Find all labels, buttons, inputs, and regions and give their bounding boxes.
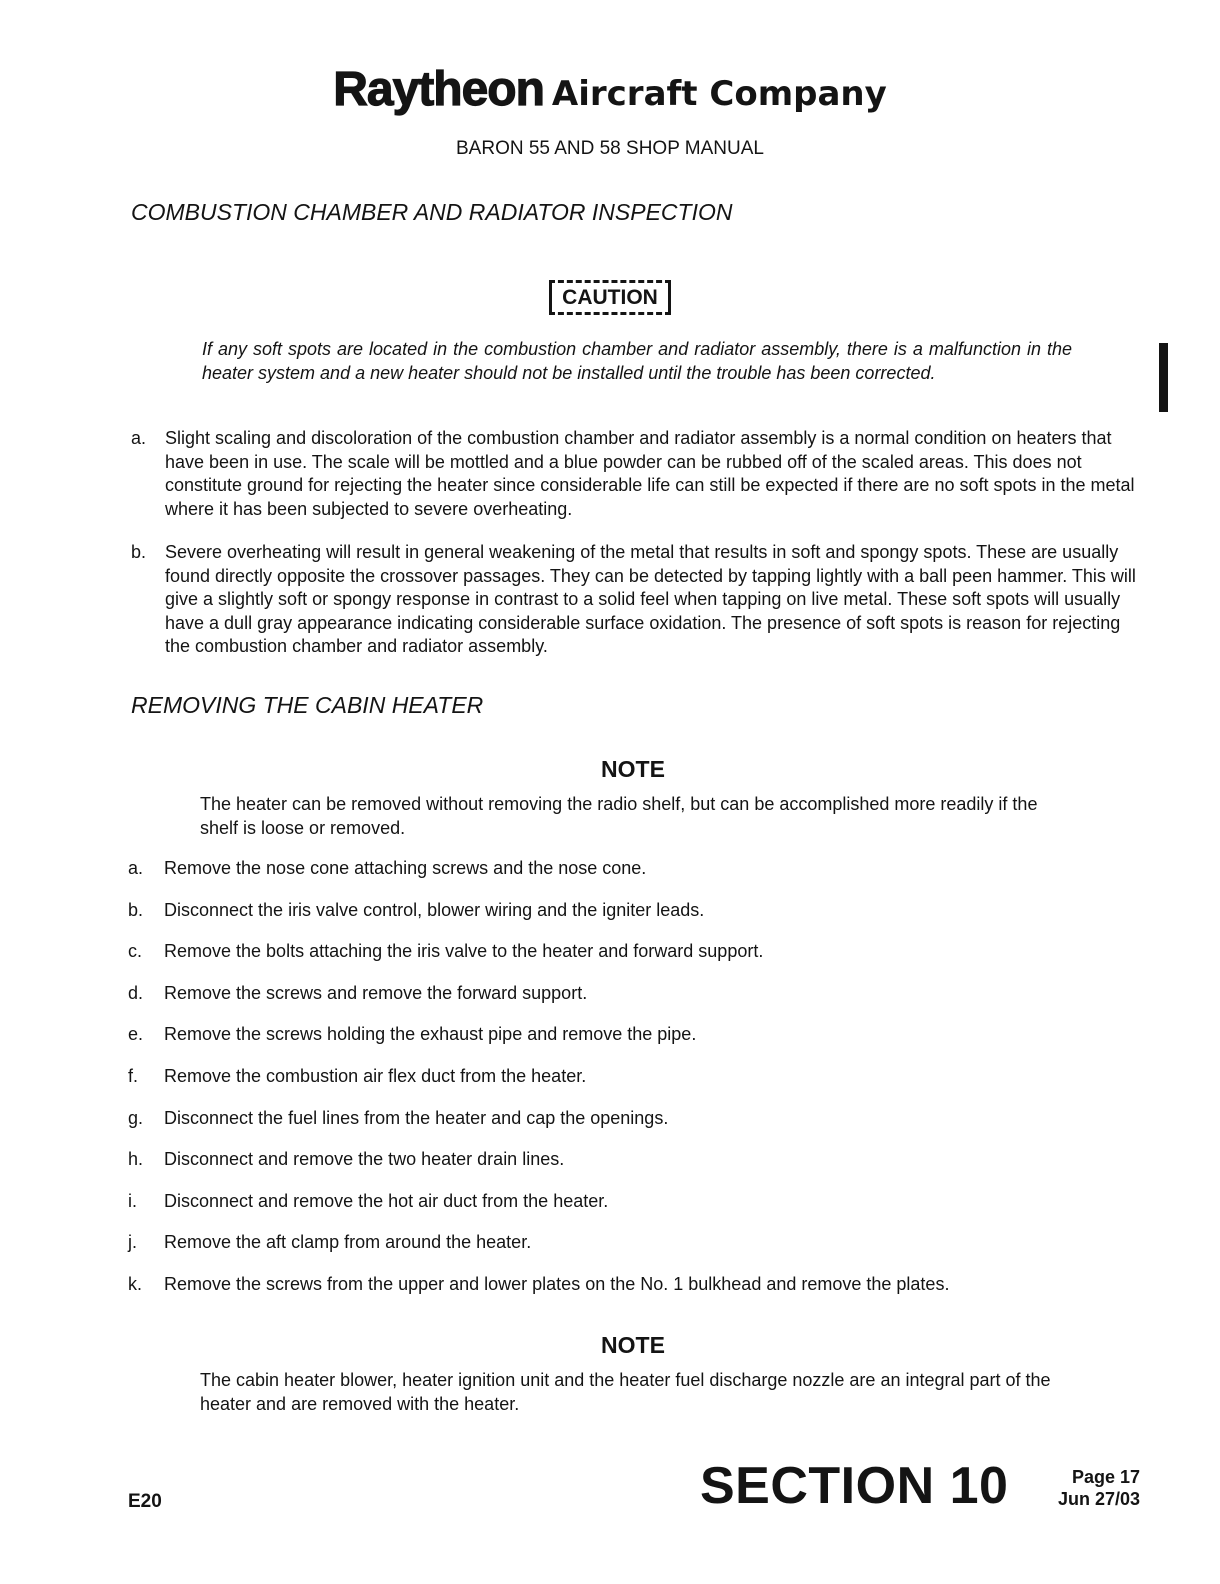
list-item (128, 1064, 1128, 1106)
step-label: h. (128, 1149, 144, 1170)
step-text: Remove the aft clamp from around the heater. (164, 1232, 532, 1253)
note-title-2: NOTE (601, 1332, 665, 1358)
inspection-item-b (131, 541, 1141, 659)
footer-section-title: SECTION 10 (700, 1457, 1009, 1515)
step-text: Remove the screws holding the exhaust pipe and remove the pipe. (164, 1024, 697, 1045)
manual-title: BARON 55 AND 58 SHOP MANUAL (456, 138, 764, 159)
step-text: Remove the screws and remove the forward support. (164, 982, 588, 1003)
caution-text: If any soft spots are located in the combustion chamber and radiator assembly, there is a malfunction in the heater system and a new heater should not be installed until the trouble has been corrected. (202, 339, 1072, 383)
section-heading-removing: REMOVING THE CABIN HEATER (131, 692, 484, 718)
step-label: d. (128, 982, 144, 1003)
list-item (128, 939, 1128, 981)
note-text-2: The cabin heater blower, heater ignition unit and the heater fuel discharge nozzle are an integral part of the heater and are removed with the heater. (200, 1370, 1051, 1414)
inspection-item-a (131, 427, 1141, 521)
company-logo (333, 62, 887, 117)
list-item (128, 1147, 1128, 1189)
company-subtitle: Aircraft Company (551, 74, 887, 114)
step-label: i. (128, 1190, 137, 1211)
step-text: Disconnect the iris valve control, blower wiring and the igniter leads. (164, 899, 705, 920)
footer-page-info (1040, 1466, 1140, 1510)
step-text: Disconnect and remove the two heater drain lines. (164, 1149, 565, 1170)
step-label: g. (128, 1107, 144, 1128)
step-text: Remove the combustion air flex duct from the heater. (164, 1065, 587, 1086)
note-title-1: NOTE (601, 756, 665, 782)
note-text-1: The heater can be removed without removing the radio shelf, but can be accomplished more readily if the shelf is loose or removed. (200, 794, 1038, 838)
step-label: c. (128, 941, 143, 962)
step-text: Remove the nose cone attaching screws and the nose cone. (164, 858, 647, 878)
step-text: Remove the bolts attaching the iris valve to the heater and forward support. (164, 941, 764, 962)
step-text: Remove the screws from the upper and lower plates on the No. 1 bulkhead and remove the plates. (164, 1273, 950, 1294)
list-item (128, 1106, 1128, 1148)
list-item (128, 856, 1128, 898)
revision-date: Jun 27/03 (1057, 1489, 1140, 1509)
removal-steps-list (128, 856, 1128, 1314)
brand-name: Raytheon (333, 63, 544, 116)
step-label: e. (128, 1024, 144, 1045)
list-item (128, 1230, 1128, 1272)
step-label: f. (128, 1065, 139, 1086)
section-heading-inspection: COMBUSTION CHAMBER AND RADIATOR INSPECTION (131, 199, 733, 225)
step-text: Disconnect and remove the hot air duct from the heater. (164, 1190, 609, 1211)
revision-change-bar (1159, 343, 1168, 412)
caution-banner (0, 280, 1220, 315)
item-text: Slight scaling and discoloration of the combustion chamber and radiator assembly is a normal condition on heaters that have been in use. The scale will be mottled and a blue powder can be rubbed off of the scaled areas. This does not constitute ground for rejecting the heater since considerable life can still be expected if there are no soft spots in the metal where it has been subjected to severe overheating. (165, 428, 1135, 519)
list-item (128, 898, 1128, 940)
list-item (128, 1272, 1128, 1314)
list-item (128, 981, 1128, 1023)
item-label: b. (131, 542, 147, 562)
list-item (128, 1189, 1128, 1231)
item-text: Severe overheating will result in general weakening of the metal that results in soft and spongy spots. These are usually found directly opposite the crossover passages. They can be detected by tapping lightly with a ball peen hammer. This will give a slightly soft or spongy response in contrast to a solid feel when tapping on live metal. These soft spots will usually have a dull gray appearance indicating considerable surface oxidation. The presence of soft spots is reason for rejecting the combustion chamber and radiator assembly. (165, 542, 1136, 656)
page-header (0, 62, 1220, 117)
list-item (128, 1022, 1128, 1064)
step-label: k. (128, 1273, 143, 1294)
step-label: j. (128, 1232, 137, 1253)
step-label: a. (128, 858, 144, 878)
item-label: a. (131, 428, 147, 448)
step-label: b. (128, 899, 144, 920)
page-number: Page 17 (1071, 1467, 1140, 1487)
footer-code: E20 (128, 1491, 162, 1512)
step-text: Disconnect the fuel lines from the heater and cap the openings. (164, 1107, 669, 1128)
caution-label: CAUTION (549, 280, 671, 315)
